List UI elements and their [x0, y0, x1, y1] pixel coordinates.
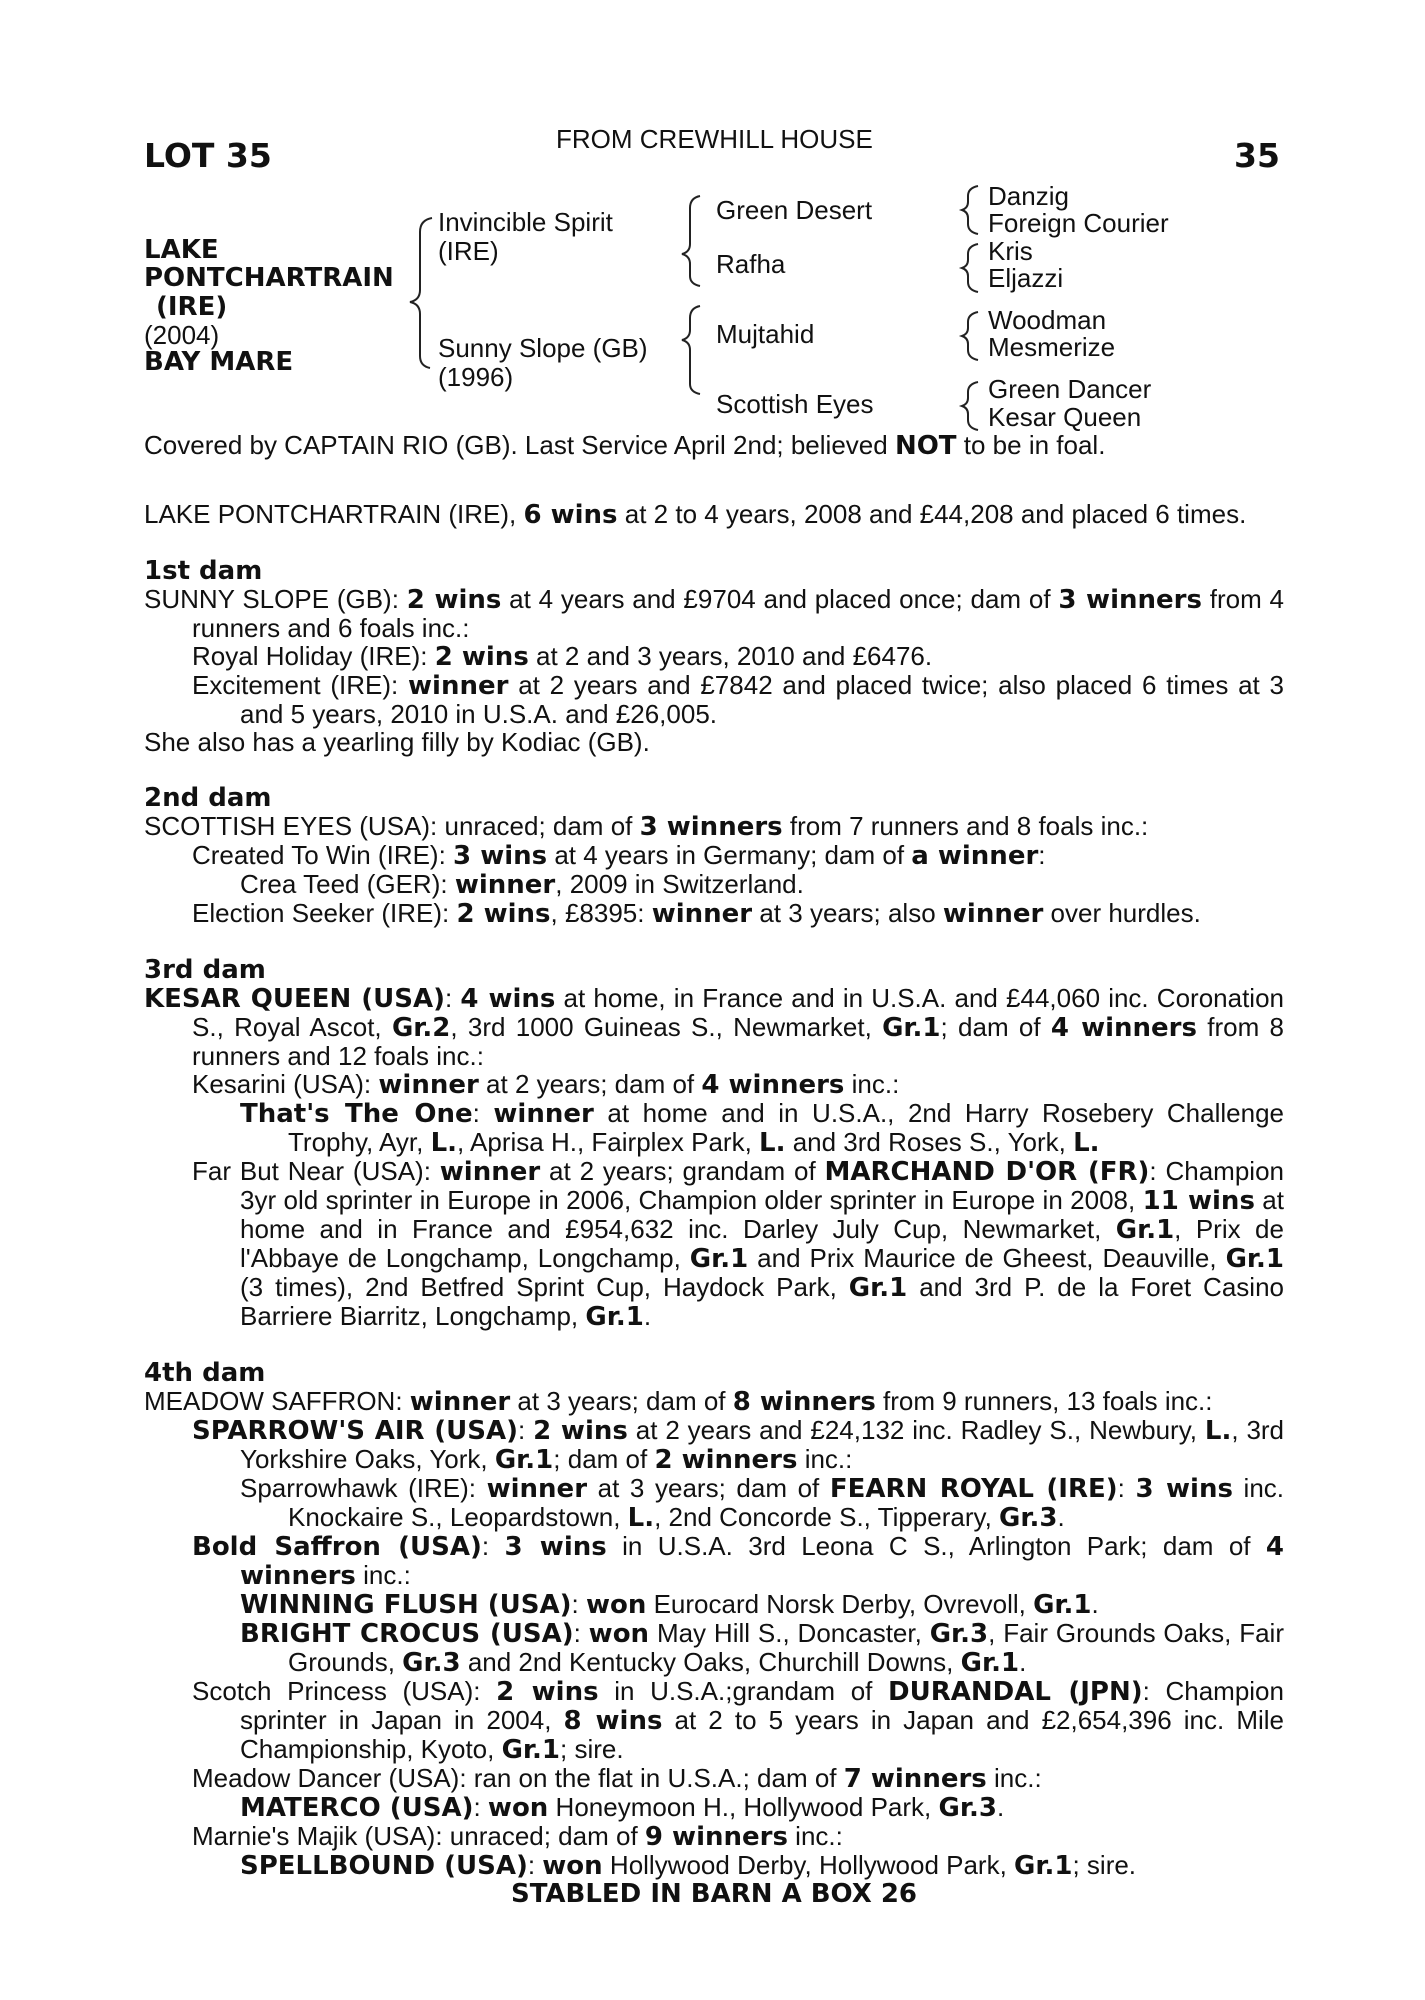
dam-dam: Scottish Eyes [716, 389, 874, 419]
fourth-dam-entry: MEADOW SAFFRON: winner at 3 years; dam of 8 winners from 9 runners, 13 foals inc.: [144, 1386, 1213, 1417]
bracket-g3-4 [962, 382, 978, 430]
ggp-7: Green Dancer [988, 374, 1152, 404]
lot-number: 35 [1234, 136, 1280, 175]
ggp-8: Kesar Queen [988, 402, 1142, 432]
ggp-1: Danzig [988, 181, 1069, 211]
bracket-g3-2 [962, 244, 978, 292]
first-dam-entry: SUNNY SLOPE (GB): 2 wins at 4 years and £9704 and placed once; dam of 3 winners from 4 runners and 6 foals inc.: [144, 584, 1284, 643]
produce-far-but-near: Far But Near (USA): winner at 2 years; grandam of MARCHAND D'OR (FR): Champion 3yr old sprinter in Europe in 2006, Champion older sprinter in Europe in 2008, 11 wins at home and in France and £954,632 inc. Darley July Cup, Newmarket, Gr.1, Prix de l'Abbaye de Longchamp, Longchamp, Gr.1 and Prix Maurice de Gheest, Deauville, Gr.1 (3 times), 2nd Betfred Sprint Cup, Haydock Park, Gr.1 and 3rd P. de la Foret Casino Barriere Biarritz, Longchamp, Gr.1. [192, 1156, 1284, 1332]
ggp-2: Foreign Courier [988, 208, 1169, 238]
produce-meadow-dancer: Meadow Dancer (USA): ran on the flat in U.S.A.; dam of 7 winners inc.: [192, 1763, 1042, 1794]
produce-scotch-princess: Scotch Princess (USA): 2 wins in U.S.A.;grandam of DURANDAL (JPN): Champion sprinter in Japan in 2004, 8 wins at 2 to 5 years in Japan and £2,654,396 inc. Mile Championship, Kyoto, Gr.1; sire. [192, 1676, 1284, 1765]
produce-materco: MATERCO (USA): won Honeymoon H., Hollywood Park, Gr.3. [240, 1792, 1005, 1823]
bracket-dam [682, 306, 700, 394]
dam-sire: Mujtahid [716, 319, 815, 349]
horse-summary: LAKE PONTCHARTRAIN (IRE), 6 wins at 2 to 4 years, 2008 and £44,208 and placed 6 times. [144, 499, 1247, 530]
stabled-note: STABLED IN BARN A BOX 26 [510, 1879, 918, 1909]
horse-name-line3: (IRE) [156, 292, 228, 322]
produce-winning-flush: WINNING FLUSH (USA): won Eurocard Norsk Derby, Ovrevoll, Gr.1. [240, 1589, 1099, 1620]
bracket-g3-1 [962, 186, 978, 234]
yearling-note: She also has a yearling filly by Kodiac (GB). [144, 727, 650, 757]
produce-marnies-majik: Marnie's Majik (USA): unraced; dam of 9 winners inc.: [192, 1821, 843, 1852]
second-dam-entry: SCOTTISH EYES (USA): unraced; dam of 3 winners from 7 runners and 8 foals inc.: [144, 811, 1149, 842]
dam-year: (1996) [438, 362, 514, 392]
produce-royal-holiday: Royal Holiday (IRE): 2 wins at 2 and 3 years, 2010 and £6476. [192, 641, 933, 672]
produce-spellbound: SPELLBOUND (USA): won Hollywood Derby, Hollywood Park, Gr.1; sire. [240, 1850, 1137, 1881]
catalogue-body [144, 500, 1284, 1908]
covered-line: Covered by CAPTAIN RIO (GB). Last Service April 2nd; believed NOT to be in foal. [144, 430, 1106, 461]
dam-name: Sunny Slope (GB) [438, 333, 648, 363]
ggp-4: Eljazzi [988, 263, 1064, 293]
produce-thats-the-one: That's The One: winner at home and in U.S.A., 2nd Harry Rosebery Challenge Trophy, Ayr, L., Aprisa H., Fairplex Park, L. and 3rd Roses S., York, L. [240, 1098, 1284, 1158]
bracket-sire [682, 196, 700, 286]
sire-dam: Rafha [716, 249, 786, 279]
fourth-dam-heading: 4th dam [144, 1358, 266, 1388]
sire-sire: Green Desert [716, 195, 873, 225]
third-dam-heading: 3rd dam [144, 955, 266, 985]
produce-sparrowhawk: Sparrowhawk (IRE): winner at 3 years; dam of FEARN ROYAL (IRE): 3 wins inc. Knockaire S., Leopardstown, L., 2nd Concorde S., Tipperary, Gr.3. [240, 1473, 1285, 1533]
produce-kesarini: Kesarini (USA): winner at 2 years; dam of 4 winners inc.: [192, 1069, 900, 1100]
sire-country: (IRE) [438, 236, 499, 266]
pedigree-brackets [0, 0, 1425, 460]
sire-name: Invincible Spirit [438, 207, 613, 237]
horse-foaled-year: (2004) [144, 320, 220, 350]
second-dam-heading: 2nd dam [144, 783, 272, 813]
ggp-3: Kris [988, 236, 1033, 266]
ggp-5: Woodman [988, 305, 1107, 335]
horse-colour-sex: BAY MARE [144, 347, 294, 377]
horse-name-line2: PONTCHARTRAIN [144, 263, 394, 293]
bracket-g3-3 [962, 312, 978, 360]
produce-election-seeker: Election Seeker (IRE): 2 wins, £8395: winner at 3 years; also winner over hurdles. [192, 898, 1201, 929]
produce-bold-saffron: Bold Saffron (USA): 3 wins in U.S.A. 3rd Leona C S., Arlington Park; dam of 4 winners inc.: [192, 1531, 1285, 1591]
produce-bright-crocus: BRIGHT CROCUS (USA): won May Hill S., Doncaster, Gr.3, Fair Grounds Oaks, Fair Grounds, Gr.3 and 2nd Kentucky Oaks, Churchill Downs, Gr.1. [240, 1618, 1284, 1678]
consignor-heading: FROM CREWHILL HOUSE [556, 124, 873, 154]
ggp-6: Mesmerize [988, 332, 1116, 362]
third-dam-entry: KESAR QUEEN (USA): 4 wins at home, in France and in U.S.A. and £44,060 inc. Coronation S., Royal Ascot, Gr.2, 3rd 1000 Guineas S., Newmarket, Gr.1; dam of 4 winners from 8 runners and 12 foals inc.: [144, 983, 1285, 1071]
horse-name-line1: LAKE [144, 235, 219, 265]
first-dam-heading: 1st dam [144, 556, 263, 586]
produce-excitement: Excitement (IRE): winner at 2 years and £7842 and placed twice; also placed 6 times at 3 and 5 years, 2010 in U.S.A. and £26,005. [192, 670, 1284, 729]
produce-created-to-win: Created To Win (IRE): 3 wins at 4 years in Germany; dam of a winner: [192, 840, 1046, 871]
bracket-horse [410, 218, 432, 368]
lot-label: LOT 35 [144, 136, 272, 175]
produce-sparrows-air: SPARROW'S AIR (USA): 2 wins at 2 years and £24,132 inc. Radley S., Newbury, L., 3rd Yorkshire Oaks, York, Gr.1; dam of 2 winners inc.: [192, 1415, 1285, 1475]
produce-crea-teed: Crea Teed (GER): winner, 2009 in Switzerland. [240, 869, 804, 900]
